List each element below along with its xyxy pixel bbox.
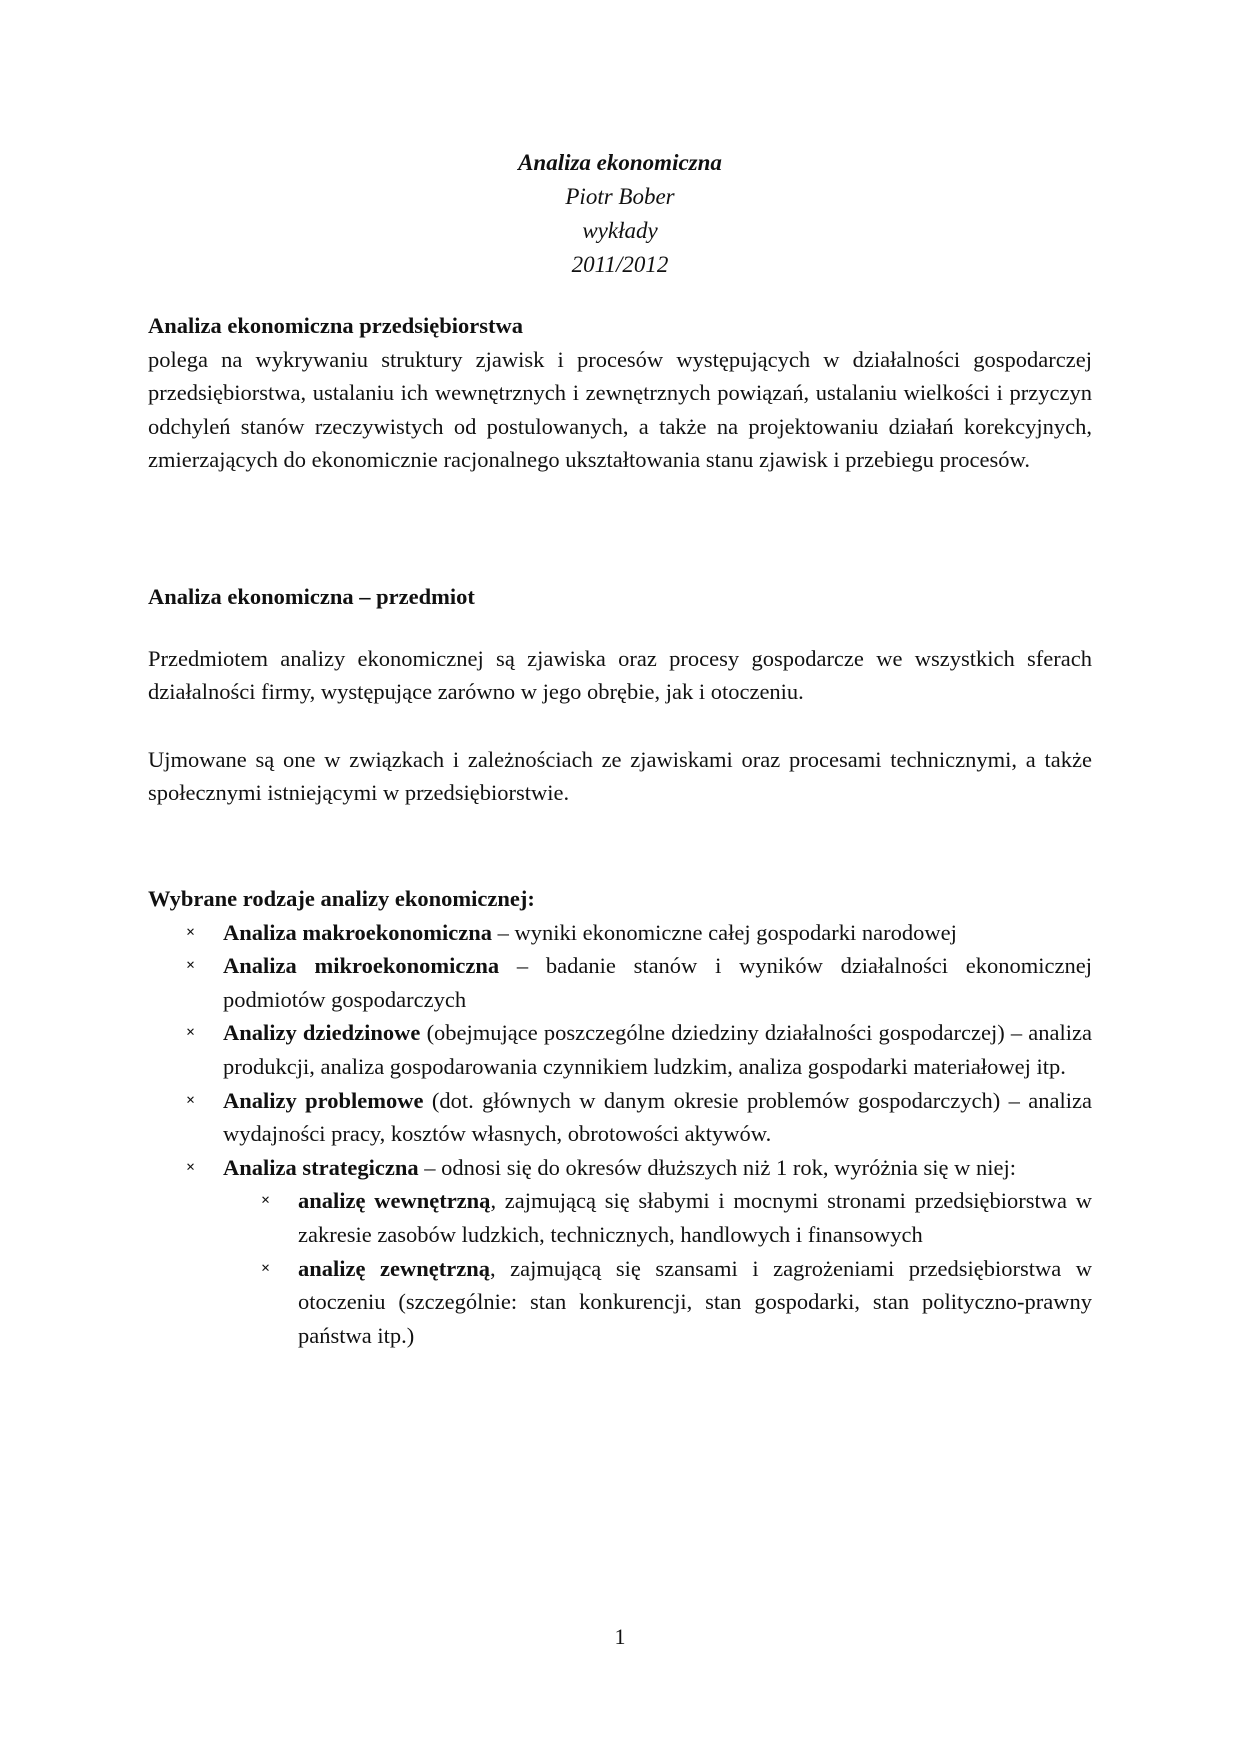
sublist-item-term: analizę zewnętrzną: [298, 1255, 490, 1281]
cross-bullet-icon: ×: [186, 1024, 196, 1042]
document-page: [148, 0, 1092, 1754]
list-item-desc: – wyniki ekonomiczne całej gospodarki narodowej: [491, 919, 957, 945]
section-types: [148, 882, 1092, 1352]
list-item-term: Analizy dziedzinowe: [223, 1020, 421, 1046]
list-item: [148, 1151, 1092, 1353]
section-paragraph: Ujmowane są one w związkach i zależnościach ze zjawiskami oraz procesami technicznymi, a także społecznymi istniejącymi w przedsiębiorstwie.: [148, 746, 1092, 806]
list-item-term: Analizy problemowe: [223, 1087, 424, 1113]
section-heading: Wybrane rodzaje analizy ekonomicznej:: [148, 886, 535, 911]
sublist-item-term: analizę wewnętrzną: [298, 1188, 491, 1214]
title-block: [148, 146, 1092, 282]
list-item-desc: – badanie stanów i wyników działalności ekonomicznej podmiotów gospodarczych: [223, 953, 1092, 1012]
list-item-term: Analiza strategiczna: [223, 1154, 419, 1180]
list-item: [148, 1084, 1092, 1151]
list-item-term: Analiza makroekonomiczna: [223, 919, 492, 945]
sublist-item-desc: , zajmującą się słabymi i mocnymi stronami przedsiębiorstwa w zakresie zasobów ludzkich, technicznych, handlowych i finansowych: [298, 1188, 1092, 1247]
sublist-item: [223, 1252, 1092, 1353]
list-item-desc: – odnosi się do okresów dłuższych niż 1 rok, wyróżnia się w niej:: [418, 1154, 1016, 1180]
list-item-desc: (obejmujące poszczególne dziedziny działalności gospodarczej) – analiza produkcji, analiza gospodarowania czynnikiem ludzkim, analiza gospodarki materiałowej itp.: [223, 1020, 1092, 1079]
cross-bullet-icon: ×: [186, 1091, 196, 1109]
list-item: [148, 916, 1092, 950]
cross-bullet-icon: ×: [186, 1158, 196, 1176]
author-name: Piotr Bober: [565, 184, 675, 209]
document-title: Analiza ekonomiczna: [518, 150, 722, 175]
section-heading: Analiza ekonomiczna – przedmiot: [148, 584, 475, 609]
academic-year: 2011/2012: [571, 252, 669, 277]
section-paragraph: polega na wykrywaniu struktury zjawisk i procesów występujących w działalności gospodarczej przedsiębiorstwa, ustalaniu ich wewnętrznych i zewnętrznych powiązań, ustalaniu wielkości i przyczyn odchyleń stanów rzeczywistych od postulowanych, a także na projektowaniu działań korekcyjnych, zmierzających do ekonomicznie racjonalnego ukształtowania stanu zjawisk i przebiegu procesów.: [148, 346, 1092, 473]
list-item-desc: (dot. głównych w danym okresie problemów gospodarczych) – analiza wydajności pracy, kosztów własnych, obrotowości aktywów.: [223, 1087, 1093, 1147]
list-item: [148, 949, 1092, 1016]
section-definition: [148, 309, 1092, 477]
sublist-item: [223, 1184, 1092, 1251]
cross-bullet-icon: ×: [261, 1192, 271, 1210]
section-subject: [148, 580, 1092, 810]
cross-bullet-icon: ×: [186, 923, 196, 941]
strategic-analysis-sublist: [223, 1184, 1092, 1352]
page-number: 1: [614, 1624, 626, 1649]
list-item-term: Analiza mikroekonomiczna: [223, 953, 500, 979]
analysis-types-list: [148, 916, 1092, 1353]
document-type: wykłady: [582, 218, 658, 243]
section-heading: Analiza ekonomiczna przedsiębiorstwa: [148, 313, 523, 338]
section-paragraph: Przedmiotem analizy ekonomicznej są zjawiska oraz procesy gospodarcze we wszystkich sferach działalności firmy, występujące zarówno w jego obrębie, jak i otoczeniu.: [148, 645, 1092, 705]
list-item: [148, 1016, 1092, 1083]
cross-bullet-icon: ×: [261, 1259, 271, 1277]
sublist-item-desc: , zajmującą się szansami i zagrożeniami przedsiębiorstwa w otoczeniu (szczególnie: stan konkurencji, stan gospodarki, stan polityczno-prawny państwa itp.): [298, 1255, 1092, 1348]
cross-bullet-icon: ×: [186, 957, 196, 975]
